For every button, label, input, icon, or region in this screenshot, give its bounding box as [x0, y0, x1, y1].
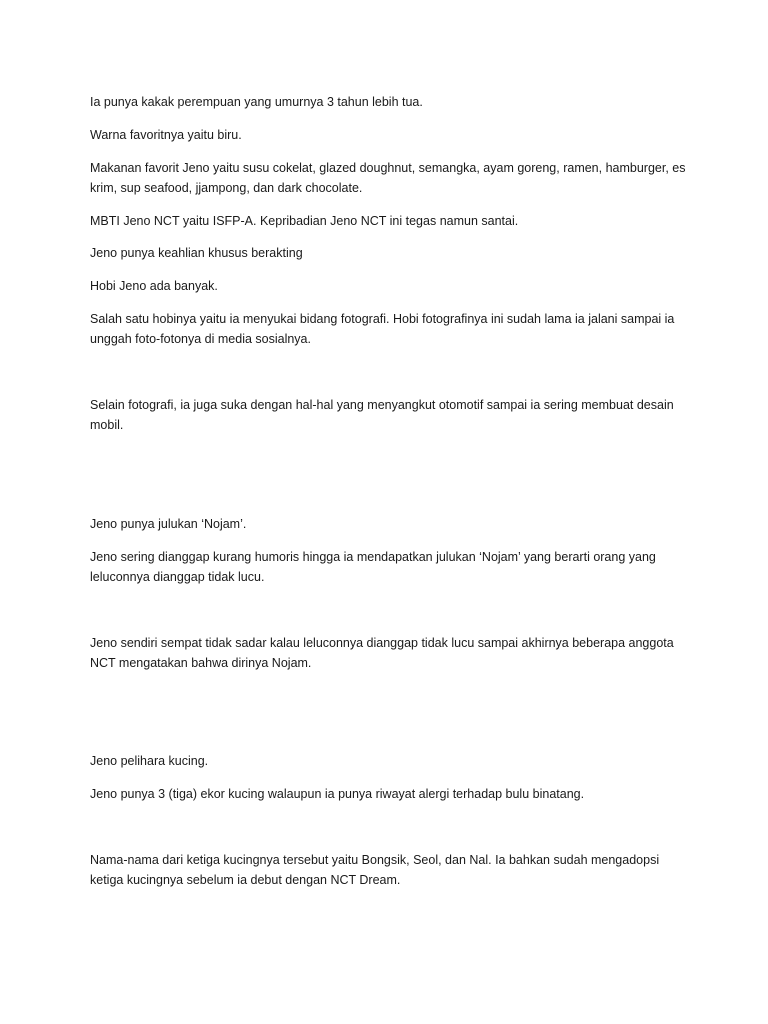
paragraph-cats: Jeno pelihara kucing.	[90, 754, 209, 768]
paragraph-nickname-meaning: Jeno sering dianggap kurang humoris hingga ia mendapatkan julukan ‘Nojam’ yang berarti orang yang leluconnya dianggap tidak lucu.	[90, 550, 656, 584]
paragraph-mbti: MBTI Jeno NCT yaitu ISFP-A. Kepribadian Jeno NCT ini tegas namun santai.	[90, 214, 519, 228]
paragraph-favorite-food: Makanan favorit Jeno yaitu susu cokelat, glazed doughnut, semangka, ayam goreng, ramen, hamburger, es krim, sup seafood, jjampong, dan dark chocolate.	[90, 161, 686, 195]
paragraph-nickname: Jeno punya julukan ‘Nojam’.	[90, 517, 247, 531]
paragraph-acting-skill: Jeno punya keahlian khusus berakting	[90, 246, 303, 260]
paragraph-cat-names: Nama-nama dari ketiga kucingnya tersebut yaitu Bongsik, Seol, dan Nal. Ia bahkan sudah mengadopsi ketiga kucingnya sebelum ia debut dengan NCT Dream.	[90, 853, 660, 887]
paragraph-nickname-origin: Jeno sendiri sempat tidak sadar kalau leluconnya dianggap tidak lucu sampai akhirnya beberapa anggota NCT mengatakan bahwa dirinya Nojam.	[90, 636, 674, 670]
paragraph-sister: Ia punya kakak perempuan yang umurnya 3 tahun lebih tua.	[90, 95, 423, 109]
paragraph-cats-allergy: Jeno punya 3 (tiga) ekor kucing walaupun ia punya riwayat alergi terhadap bulu binatang.	[90, 787, 585, 801]
paragraph-automotive: Selain fotografi, ia juga suka dengan hal-hal yang menyangkut otomotif sampai ia sering membuat desain mobil.	[90, 398, 674, 432]
paragraph-hobbies: Hobi Jeno ada banyak.	[90, 279, 218, 293]
paragraph-favorite-color: Warna favoritnya yaitu biru.	[90, 128, 242, 142]
paragraph-photography: Salah satu hobinya yaitu ia menyukai bidang fotografi. Hobi fotografinya ini sudah lama ia jalani sampai ia unggah foto-fotonya di media sosialnya.	[90, 312, 675, 346]
